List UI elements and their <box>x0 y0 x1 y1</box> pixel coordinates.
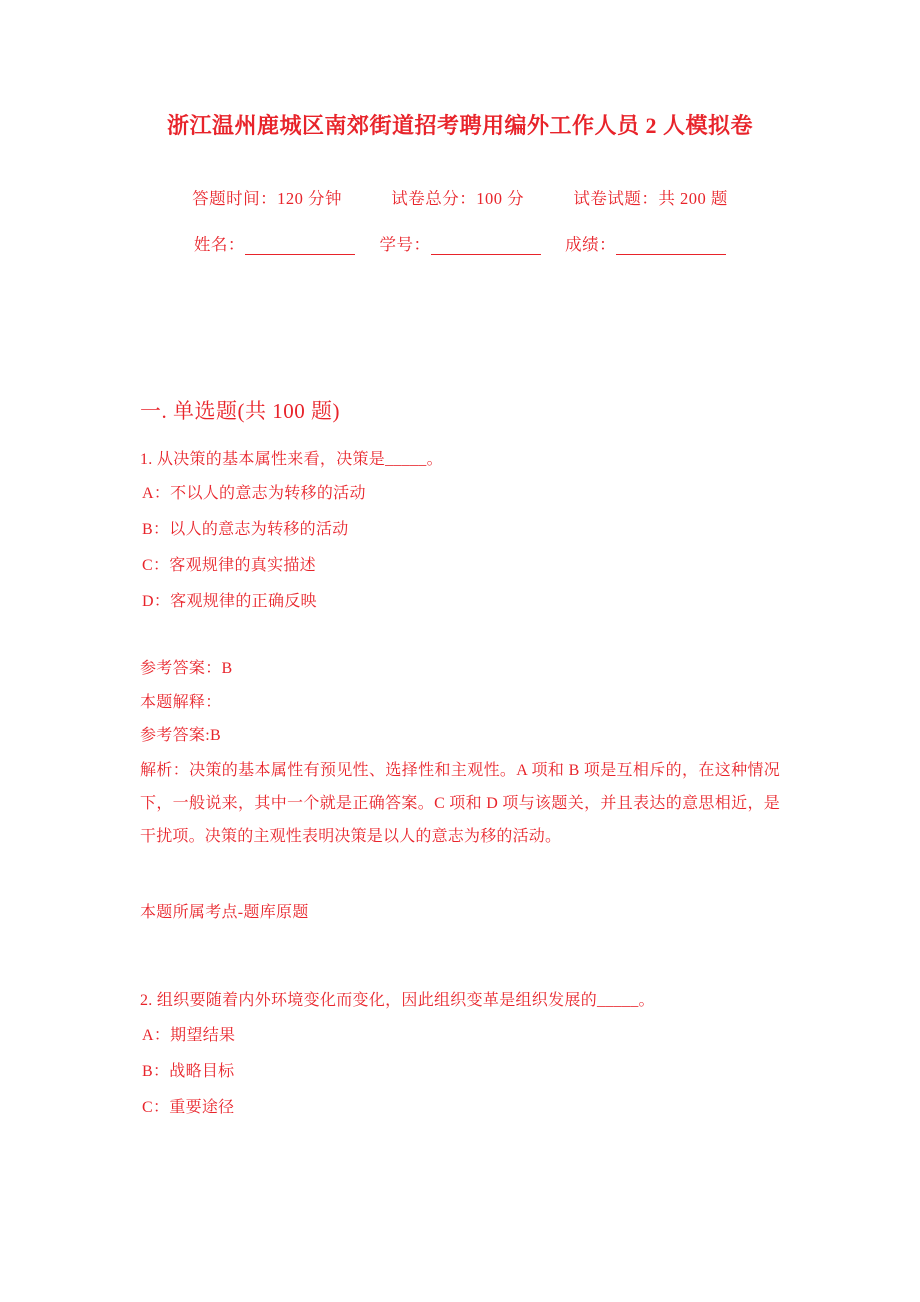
question-1-option-d[interactable]: D：客观规律的正确反映 <box>142 593 317 611</box>
name-field <box>194 231 355 255</box>
section-title: 一. 单选题(共 100 题) <box>140 398 340 423</box>
question-1-knowledge-point: 本题所属考点-题库原题 <box>140 904 309 922</box>
page-title: 浙江温州鹿城区南郊街道招考聘用编外工作人员 2 人模拟卷 <box>166 113 753 138</box>
question-1-option-b[interactable]: B：以人的意志为转移的活动 <box>142 521 349 539</box>
name-field-blank[interactable] <box>245 237 355 255</box>
question-1-answer-block <box>140 652 780 922</box>
question-2-stem: 2. 组织要随着内外环境变化而变化，因此组织变革是组织发展的_____。 <box>140 992 655 1010</box>
question-1-explanation: 解析：决策的基本属性有预见性、选择性和主观性。A 项和 B 项是互相斥的，在这种情况下，一般说来，其中一个就是正确答案。C 项和 D 项与该题关，并且表达的意思相近，是干扰项。决策的主观性表明决策是以人的意志为移的活动。 <box>140 761 780 845</box>
exam-total-score: 试卷总分：100 分 <box>391 188 525 208</box>
name-field-label: 姓名： <box>193 234 245 254</box>
question-2-option-c[interactable]: C：重要途径 <box>142 1098 235 1116</box>
student-id-field-label: 学号： <box>379 234 431 254</box>
question-1-answer: 参考答案：B <box>140 660 233 678</box>
exam-duration: 答题时间：120 分钟 <box>192 188 342 208</box>
question-1 <box>140 443 780 923</box>
student-id-field-blank[interactable] <box>431 237 541 255</box>
question-2-option-a[interactable]: A：期望结果 <box>142 1026 236 1044</box>
question-1-stem: 1. 从决策的基本属性来看，决策是_____。 <box>140 450 443 468</box>
score-field-blank[interactable] <box>616 237 726 255</box>
score-field-label: 成绩： <box>565 234 617 254</box>
question-2-option-b[interactable]: B：战略目标 <box>142 1062 235 1080</box>
student-fields <box>140 231 780 255</box>
question-1-answer-repeat: 参考答案:B <box>140 727 221 745</box>
question-1-option-a[interactable]: A：不以人的意志为转移的活动 <box>142 485 366 503</box>
question-2 <box>140 984 780 1126</box>
exam-meta <box>140 185 780 209</box>
question-1-explain-label: 本题解释： <box>140 693 222 711</box>
question-1-option-c[interactable]: C：客观规律的真实描述 <box>142 557 316 575</box>
score-field <box>565 231 726 255</box>
exam-question-count: 试卷试题：共 200 题 <box>573 188 728 208</box>
student-id-field <box>380 231 541 255</box>
